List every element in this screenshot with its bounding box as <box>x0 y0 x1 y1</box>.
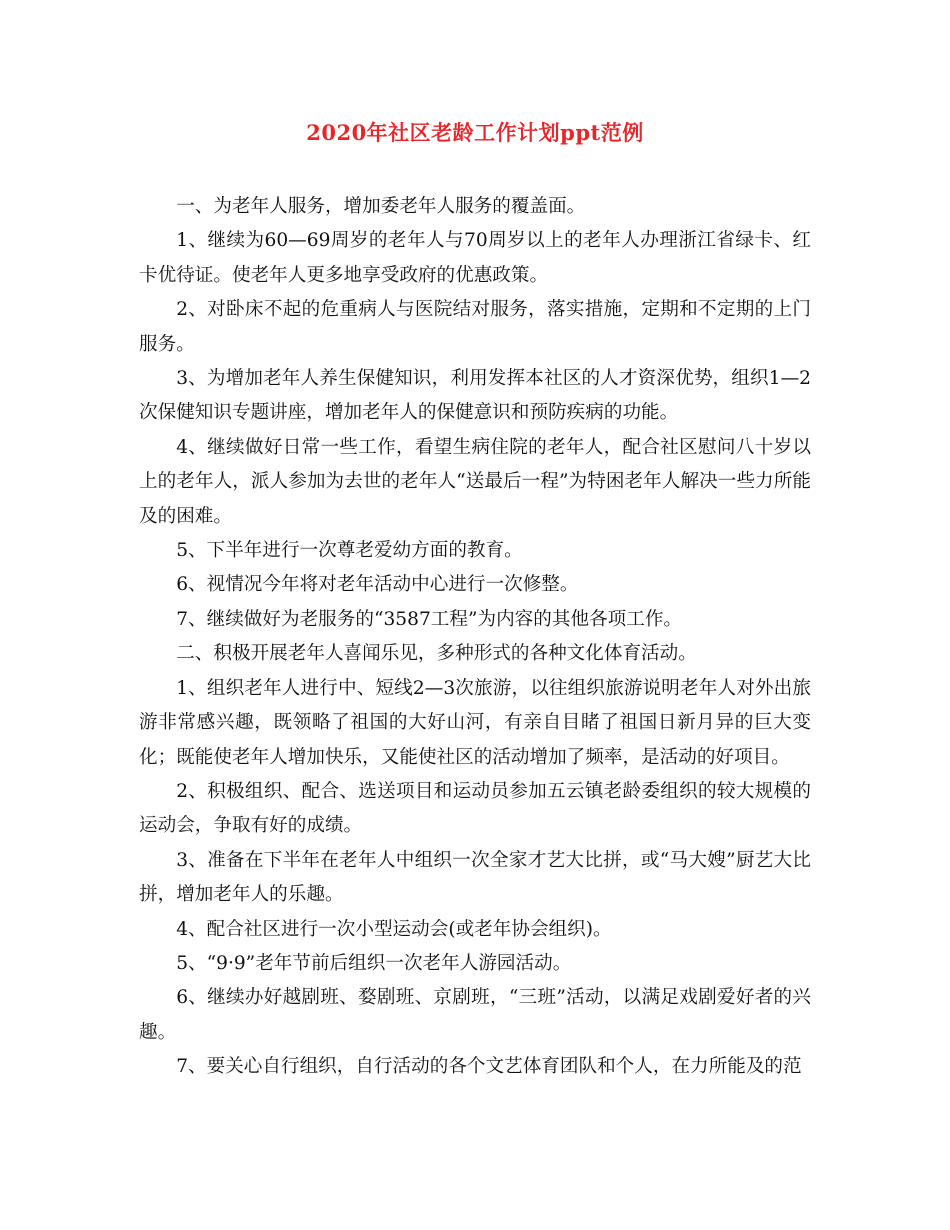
paragraph-item-3: 3、为增加老年人养生保健知识，利用发挥本社区的人才资深优势，组织1—2次保健知识专题讲座，增加老年人的保健意识和预防疾病的功能。 <box>139 368 811 424</box>
paragraph-item-1: 1、继续为60—69周岁的老年人与70周岁以上的老年人办理浙江省绿卡、红卡优待证。使老年人更多地享受政府的优惠政策。 <box>139 230 811 286</box>
paragraph-item-3: 3、准备在下半年在老年人中组织一次全家才艺大比拼，或“马大嫂”厨艺大比拼，增加老年人的乐趣。 <box>139 849 811 906</box>
paragraph-item-6: 6、继续办好越剧班、婺剧班、京剧班，“三班”活动，以满足戏剧爱好者的兴趣。 <box>139 987 811 1043</box>
paragraph-section-1-heading: 一、为老年人服务，增加委老年人服务的覆盖面。 <box>176 196 586 217</box>
document-body <box>139 190 811 1085</box>
paragraph-item-2: 2、对卧床不起的危重病人与医院结对服务，落实措施，定期和不定期的上门服务。 <box>139 299 811 355</box>
paragraph-item-4: 4、配合社区进行一次小型运动会(或老年协会组织)。 <box>176 918 612 940</box>
paragraph-section-2-heading: 二、积极开展老年人喜闻乐见，多种形式的各种文化体育活动。 <box>176 643 697 665</box>
paragraph-item-1: 1、组织老年人进行中、短线2—3次旅游，以往组织旅游说明老年人对外出旅游非常感兴趣，既领略了祖国的大好山河，有亲自目睹了祖国日新月异的巨大变化；既能使老年人增加快乐，又能使社区的活动增加了频率，是活动的好项目。 <box>139 677 811 768</box>
paragraph-item-6: 6、视情况今年将对老年活动中心进行一次修整。 <box>176 574 579 596</box>
paragraph-item-5: 5、下半年进行一次尊老爱幼方面的教育。 <box>176 540 523 562</box>
paragraph-item-7: 7、继续做好为老服务的“3587工程”为内容的其他各项工作。 <box>176 608 683 630</box>
paragraph-item-7: 7、要关心自行组织，自行活动的各个文艺体育团队和个人，在力所能及的范 <box>176 1056 802 1078</box>
paragraph-item-4: 4、继续做好日常一些工作，看望生病住院的老年人，配合社区慰问八十岁以上的老年人，派人参加为去世的老年人“送最后一程”为特困老年人解决一些力所能及的困难。 <box>139 436 811 527</box>
document-title: 2020年社区老龄工作计划ppt范例 <box>306 120 644 145</box>
paragraph-item-2: 2、积极组织、配合、选送项目和运动员参加五云镇老龄委组织的较大规模的运动会，争取有好的成绩。 <box>139 780 811 837</box>
paragraph-item-5: 5、“9·9”老年节前后组织一次老年人游园活动。 <box>176 952 572 974</box>
